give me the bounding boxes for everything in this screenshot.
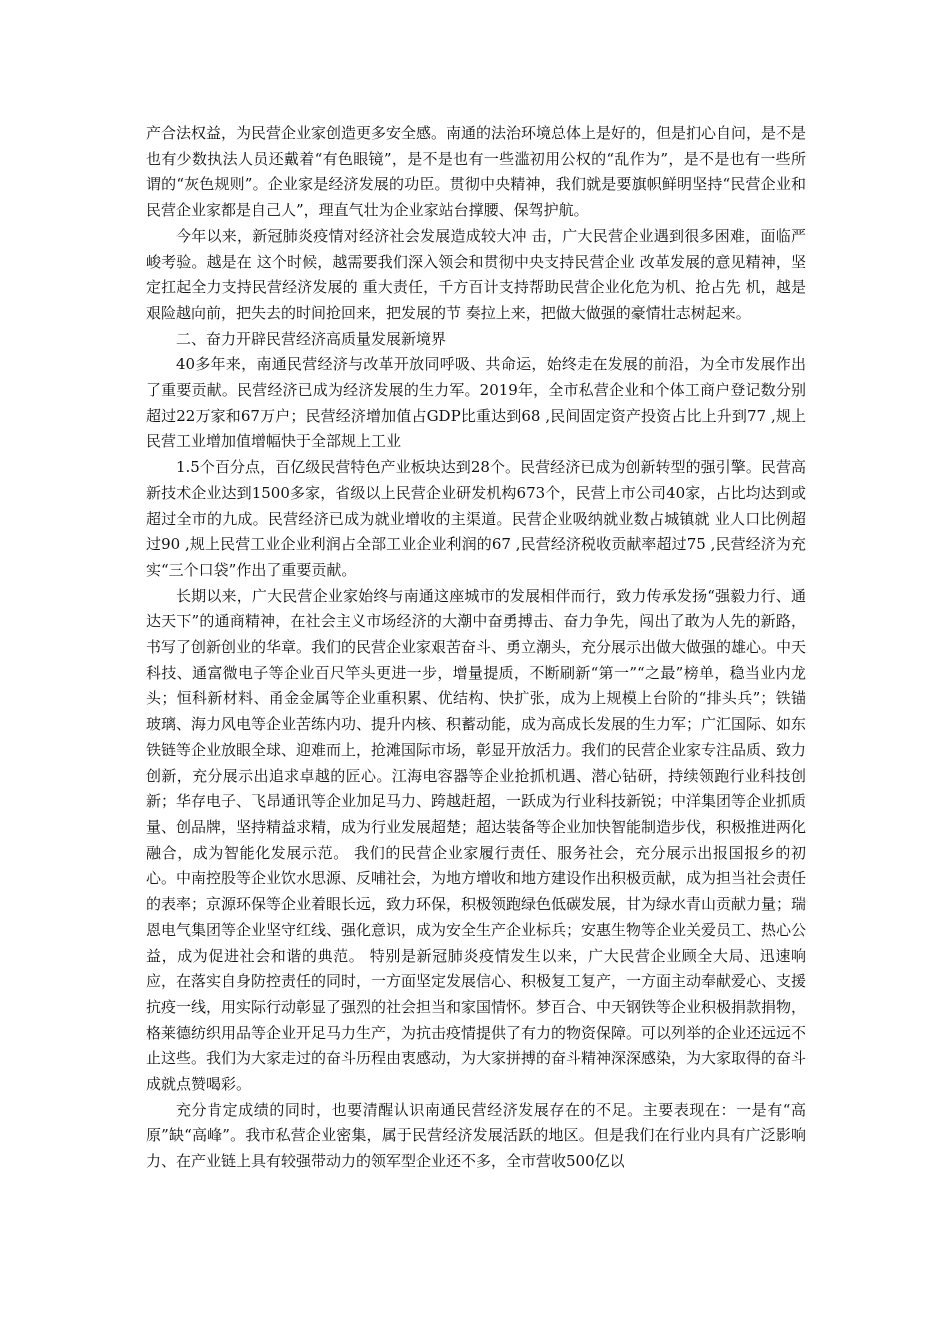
paragraph-5: 长期以来，广大民营企业家始终与南通这座城市的发展相伴而行，致力传承发扬“强毅力行、通达天下”的通商精神，在社会主义市场经济的大潮中奋勇搏击、奋力争先，闯出了敢为人先的新路，书写了创新创业的华章。我们的民营企业家艰苦奋斗、勇立潮头，充分展示出做大做强的雄心。中天科技、通富微电子等企业百尺竿头更进一步，增量提质，不断刷新“第一”“之最”榜单，稳当业内龙头；恒科新材料、甬金金属等企业重积累、优结构、快扩张，成为上规模上台阶的“排头兵”；铁锚玻璃、海力风电等企业苦练内功、提升内核、积蓄动能，成为高成长发展的生力军；广汇国际、如东铁链等企业放眼全球、迎难而上，抢滩国际市场，彰显开放活力。我们的民营企业家专注品质、致力创新，充分展示出追求卓越的匠心。江海电容器等企业抢抓机遇、潜心钻研，持续领跑行业科技创新；华存电子、飞昂通讯等企业加足马力、跨越赶超，一跃成为行业科技新锐；中洋集团等企业抓质量、创品牌，坚持精益求精，成为行业发展超楚；超达装备等企业加快智能制造步伐，积极推进两化融合，成为智能化发展示范。 我们的民营企业家履行责任、服务社会，充分展示出报国报乡的初心。中南控股等企业饮水思源、反哺社会，为地方增收和地方建设作出积极贡献，成为担当社会责任的表率；京源环保等企业着眼长远，致力环保，积极领跑绿色低碳发展，甘为绿水青山贡献力量；瑞恩电气集团等企业坚守红线、强化意识，成为安全生产企业标兵；安惠生物等企业关爱员工、热心公益，成为促进社会和谐的典范。 特别是新冠肺炎疫情发生以来，广大民营企业顾全大局、迅速响应，在落实自身防控责任的同时，一方面坚定发展信心、积极复工复产，一方面主动奉献爱心、支援抗疫一线，用实际行动彰显了强烈的社会担当和家国情怀。梦百合、中天钢铁等企业积极捐款捐物，格莱德纺织用品等企业开足马力生产，为抗击疫情提供了有力的物资保障。可以列举的企业还远远不止这些。我们为大家走过的奋斗历程由衷感动，为大家拼搏的奋斗精神深深感染，为大家取得的奋斗成就点赞喝彩。 [146, 586, 807, 1094]
paragraph-1: 产合法权益，为民营企业家创造更多安全感。南通的法治环境总体上是好的，但是扪心自问，是不是也有少数执法人员还戴着“有色眼镜”，是不是也有一些滥初用公权的“乱作为”，是不是也有一些所谓的“灰色规则”。企业家是经济发展的功臣。贯彻中央精神，我们就是要旗帜鲜明坚持“民营企业和民营企业家都是自己人”，理直气壮为企业家站台撑腰、保驾护航。 [146, 124, 807, 220]
paragraph-2: 今年以来，新冠肺炎疫情对经济社会发展造成较大冲 击，广大民营企业遇到很多困难，面临严峻考验。越是在 这个时候，越需要我们深入领会和贯彻中央支持民营企业 改革发展的意见精神，坚定扛起全力支持民营经济发展的 重大责任，千方百计支持帮助民营企业化危为机、抢占先 机，越是艰险越向前，把失去的时间抢回来，把发展的节 奏拉上来，把做大做强的豪情壮志树起来。 [146, 226, 806, 322]
paragraph-3: 40多年来，南通民营经济与改革开放同呼吸、共命运，始终走在发展的前沿，为全市发展作出了重要贡献。民营经济已成为经济发展的生力军。2019年，全市私营企业和个体工商户登记数分别超过22万家和67万户；民营经济增加值占GDP比重达到68 ,民间固定资产投资占比上升到77 ,规上民营工业增加值增幅快于全部规上工业 [146, 355, 806, 451]
document-body [146, 121, 806, 1175]
paragraph-4: 1.5个百分点，百亿级民营特色产业板块达到28个。民营经济已成为创新转型的强引擎。民营高新技术企业达到1500多家，省级以上民营企业研发机构673个，民营上市公司40家，占比均达到或超过全市的九成。民营经济已成为就业增收的主渠道。民营企业吸纳就业数占城镇就 业人口比例超过90 ,规上民营工业企业利润占全部工业企业利润的67 ,民营经济税收贡献率超过75 ,民营经济为充实“三个口袋”作出了重要贡献。 [146, 458, 806, 579]
section-heading: 二、奋力开辟民营经济高质量发展新境界 [176, 329, 447, 348]
paragraph-6: 充分肯定成绩的同时，也要清醒认识南通民营经济发展存在的不足。主要表现在：一是有“高原”缺“高峰”。我市私营企业密集，属于民营经济发展活跃的地区。但是我们在行业内具有广泛影响力、在产业链上具有较强带动力的领军型企业还不多，全市营收500亿以 [146, 1100, 806, 1171]
